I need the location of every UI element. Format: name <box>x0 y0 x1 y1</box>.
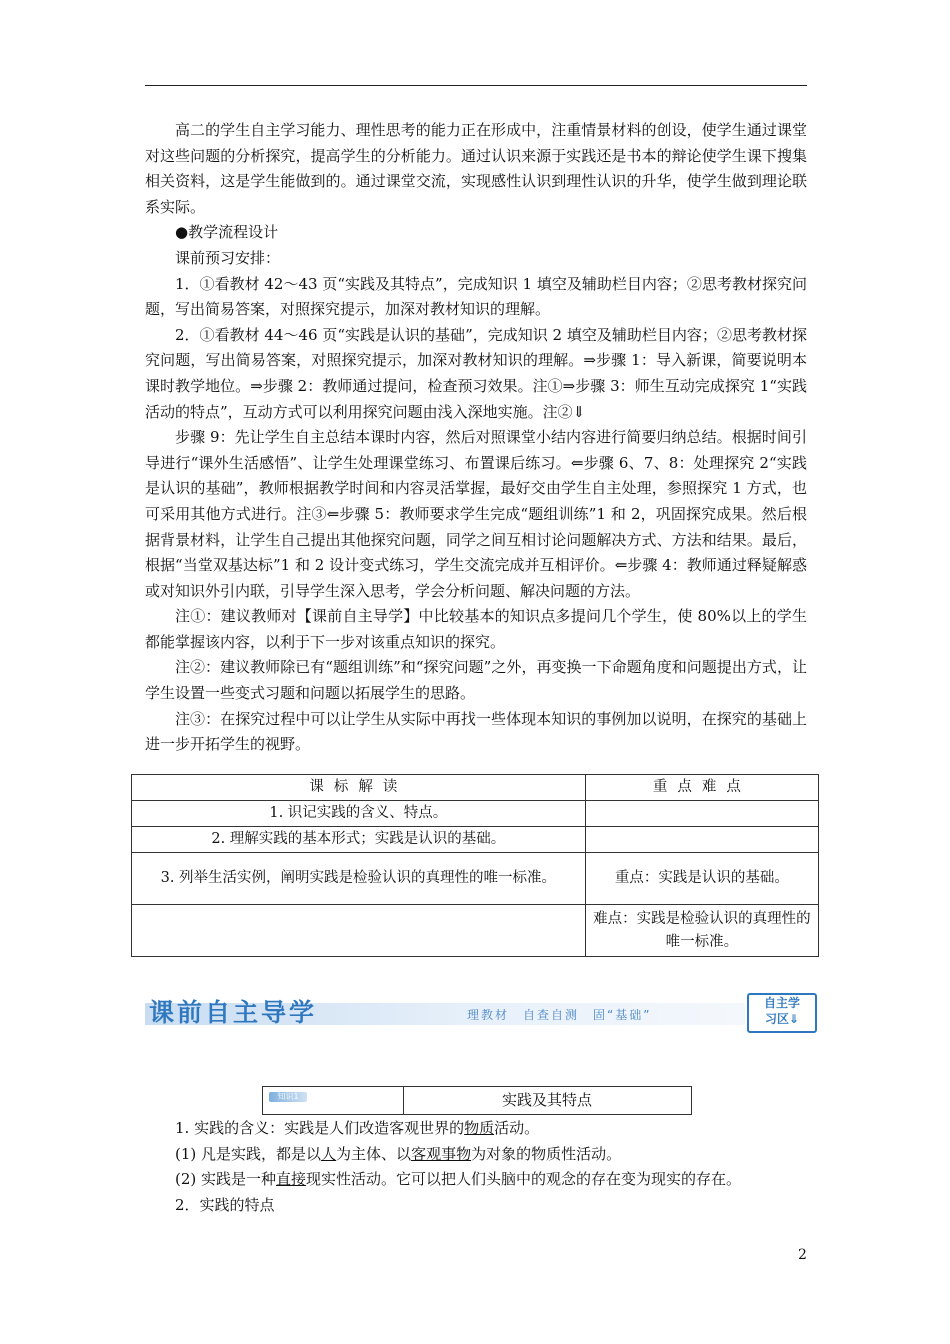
table-cell: 重点：实践是认识的基础。 <box>585 853 818 905</box>
header-rule <box>145 85 807 86</box>
objectives-table <box>131 774 819 957</box>
badge-line-1: 自主学 <box>763 996 800 1010</box>
text-span: (2) 实践是一种 <box>175 1170 277 1189</box>
banner-subtitle: 理教材 自查自测 固“基础” <box>467 1008 652 1022</box>
content-line-2 <box>175 1142 815 1168</box>
paragraph-student-analysis: 高二的学生自主学习能力、理性思考的能力正在形成中，注重情景材料的创设，使学生通过课堂对这些问题的分析探究，提高学生的分析能力。通过认识来源于实践还是书本的辩论使学生课下搜集相关资料，这是学生能做到的。通过课堂交流，实现感性认识到理性认识的升华，使学生做到理论联系实际。 <box>145 121 807 216</box>
paragraph-note-2: 注②：建议教师除已有“题组训练”和“探究问题”之外，再变换一下命题角度和问题提出方式，让学生设置一些变式习题和问题以拓展学生的思路。 <box>145 658 807 703</box>
table-cell: 难点：实践是检验认识的真理性的唯一标准。 <box>585 905 818 957</box>
table-cell: 2. 理解实践的基本形式；实践是认识的基础。 <box>132 827 586 853</box>
text-span: 活动。 <box>494 1119 540 1137</box>
fill-blank: 直接 <box>276 1170 307 1189</box>
knowledge-tag: 知识1 <box>269 1092 307 1102</box>
section-banner <box>145 993 815 1035</box>
text-span: 1. 实践的含义：实践是人们改造客观世界的 <box>175 1119 465 1137</box>
paragraph-note-3: 注③：在探究过程中可以让学生从实际中再找一些体现本知识的事例加以说明，在探究的基础上进一步开拓学生的视野。 <box>145 709 807 754</box>
content-line-1 <box>175 1116 815 1142</box>
content-line-4: 2．实践的特点 <box>175 1195 275 1214</box>
teaching-text <box>145 118 807 758</box>
banner-title: 课前自主导学 <box>149 998 318 1027</box>
table-header-right: 重点难点 <box>585 775 818 801</box>
paragraph-step-9: 步骤 9：先让学生自主总结本课时内容，然后对照课堂小结内容进行简要归纳总结。根据时间引导进行“课外生活感悟”、让学生处理课堂练习、布置课后练习。⇐步骤 6、7、8：处理探究 2“实践是认识的基础”，教师根据教学时间和内容灵活掌握，最好交由学生自主处理，参照探究 1 方式，也可采用其他方式进行。注③⇐步骤 5：教师要求学生完成“题组训练”1 和 2，巩固探究成果。然后根据背景材料，让学生自己提出其他探究问题，同学之间互相讨论问题解决方式、方法和结果。最后，根据“当堂双基达标”1 和 2 设计变式练习，学生交流完成并互相评价。⇐步骤 4：教师通过释疑解惑或对知识外引内联，引导学生深入思考，学会分析问题、解决问题的方法。 <box>145 428 807 600</box>
table-row <box>132 905 819 957</box>
table-row <box>132 827 819 853</box>
table-row <box>132 853 819 905</box>
content-line-3 <box>175 1167 815 1193</box>
knowledge-content <box>175 1116 815 1218</box>
badge-line-2: 习区⇓ <box>764 1012 800 1026</box>
heading-teaching-flow: ●教学流程设计 <box>175 223 279 242</box>
paragraph-preview-2: 2．①看教材 44～46 页“实践是认识的基础”，完成知识 2 填空及辅助栏目内容；②思考教材探究问题，写出简易答案，对照探究提示，加深对教材知识的理解。⇒步骤 1：导入新课，简要说明本课时教学地位。⇒步骤 2：教师通过提问，检查预习效果。注①⇒步骤 3：师生互动完成探究 1“实践活动的特点”，互动方式可以利用探究问题由浅入深地实施。注②⇓ <box>145 325 807 421</box>
table-cell <box>585 827 818 853</box>
text-span: (1) 凡是实践，都是以 <box>175 1144 322 1163</box>
table-header-left: 课标解读 <box>132 775 586 801</box>
table-header-row <box>132 775 819 801</box>
page-number: 2 <box>798 1247 807 1263</box>
fill-blank: 人 <box>321 1144 337 1163</box>
table-cell <box>585 801 818 827</box>
table-cell <box>132 905 586 957</box>
text-span: 为对象的物质性活动。 <box>471 1144 622 1163</box>
section-title: 实践及其特点 <box>501 1091 592 1109</box>
fill-blank: 客观事物 <box>411 1144 472 1163</box>
knowledge-section-header <box>262 1086 692 1115</box>
table-row <box>132 801 819 827</box>
text-span: 为主体、以 <box>336 1144 412 1163</box>
paragraph-preview-1: 1．①看教材 42～43 页“实践及其特点”，完成知识 1 填空及辅助栏目内容；②思考教材探究问题，写出简易答案，对照探究提示，加深对教材知识的理解。 <box>145 274 807 319</box>
paragraph-note-1: 注①：建议教师对【课前自主导学】中比较基本的知识点多提问几个学生，使 80%以上的学生都能掌握该内容，以利于下一步对该重点知识的探究。 <box>145 607 807 651</box>
self-study-badge <box>747 993 817 1033</box>
table-cell: 1. 识记实践的含义、特点。 <box>132 801 586 827</box>
table-cell: 3. 列举生活实例，阐明实践是检验认识的真理性的唯一标准。 <box>132 853 586 905</box>
paragraph-preview-label: 课前预习安排： <box>175 248 281 267</box>
text-span: 现实性活动。它可以把人们头脑中的观念的存在变为现实的存在。 <box>306 1170 742 1189</box>
fill-blank: 物质 <box>464 1119 495 1137</box>
